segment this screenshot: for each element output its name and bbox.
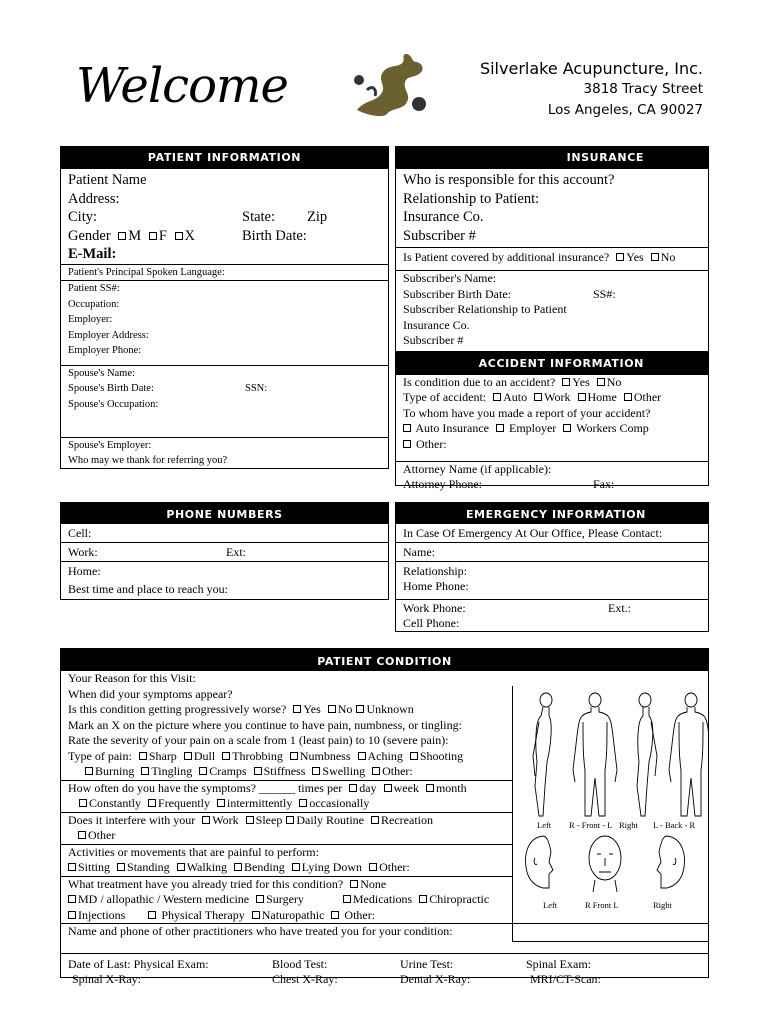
bending-checkbox[interactable] xyxy=(234,863,242,871)
intermittently-checkbox[interactable] xyxy=(217,799,225,807)
additional-insurance-row xyxy=(396,247,708,266)
gender-f-checkbox[interactable] xyxy=(149,232,157,240)
occasionally-checkbox[interactable] xyxy=(299,799,307,807)
activities-options-row xyxy=(61,860,513,876)
sharp-checkbox[interactable] xyxy=(139,752,147,760)
accident-auto-checkbox[interactable] xyxy=(493,393,501,401)
accident-work-label: Work xyxy=(544,390,571,404)
report-other-checkbox[interactable] xyxy=(403,440,411,448)
aching-label: Aching xyxy=(367,748,403,763)
naturopathic-checkbox[interactable] xyxy=(252,911,260,919)
fig-head-front-label: R Front L xyxy=(585,900,619,910)
subscriber-relationship-field[interactable] xyxy=(396,302,708,318)
additional-insurance-label: Is Patient covered by additional insurance? xyxy=(403,250,610,264)
spinal-xray-label[interactable]: Spinal X-Ray: xyxy=(72,972,141,986)
subscriber-field[interactable] xyxy=(396,227,708,246)
reason-label: Your Reason for this Visit: xyxy=(68,671,196,685)
shooting-label: Shooting xyxy=(419,748,464,763)
interfere-work-label: Work xyxy=(212,812,239,827)
patient-ss-label: Patient SS#: xyxy=(68,283,120,294)
numbness-checkbox[interactable] xyxy=(290,752,298,760)
interfere-routine-checkbox[interactable] xyxy=(286,816,294,824)
accident-type-label: Type of accident: xyxy=(403,390,487,404)
insurance-company2-label: Insurance Co. xyxy=(403,317,470,332)
medications-checkbox[interactable] xyxy=(343,895,351,903)
spouse-employer-field[interactable] xyxy=(61,437,388,454)
surgery-checkbox[interactable] xyxy=(256,895,264,903)
standing-checkbox[interactable] xyxy=(117,863,125,871)
body-front-icon xyxy=(573,693,617,816)
gender-m-label: M xyxy=(128,227,142,244)
chiropractic-label: Chiropractic xyxy=(429,892,490,906)
spouse-name-label: Spouse's Name: xyxy=(68,367,135,379)
interfere-work-checkbox[interactable] xyxy=(202,816,210,824)
report-other-label: Other: xyxy=(416,436,447,451)
body-right-icon xyxy=(637,693,657,816)
referral-label: Who may we thank for referring you? xyxy=(68,455,228,466)
fig-left-label: Left xyxy=(537,820,552,830)
interfere-other-checkbox[interactable] xyxy=(78,831,86,839)
burning-checkbox[interactable] xyxy=(85,767,93,775)
body-left-icon xyxy=(533,693,552,816)
emergency-name-field[interactable] xyxy=(396,542,708,561)
treatment-none-label: None xyxy=(360,876,387,891)
accident-home-label: Home xyxy=(587,390,617,404)
accident-yes-checkbox[interactable] xyxy=(562,378,570,386)
spouse-occupation-label: Spouse's Occupation: xyxy=(68,398,159,410)
worse-no-label: No xyxy=(337,702,353,716)
spouse-name-field[interactable] xyxy=(61,365,388,382)
exam-dates-row xyxy=(61,953,708,987)
walking-checkbox[interactable] xyxy=(177,863,185,871)
shooting-checkbox[interactable] xyxy=(410,752,418,760)
numbness-label: Numbness xyxy=(299,748,351,763)
subscriber-ss-label: SS#: xyxy=(593,286,616,301)
treatment-none-checkbox[interactable] xyxy=(350,880,358,888)
lying-down-label: Lying Down xyxy=(301,860,363,874)
phone-numbers-panel xyxy=(60,502,389,600)
rate-row[interactable] xyxy=(61,733,513,749)
dragon-logo-icon xyxy=(347,50,429,118)
emergency-home-phone-label: Home Phone: xyxy=(403,579,469,593)
treatment-row xyxy=(61,876,513,893)
per-month-checkbox[interactable] xyxy=(426,784,434,792)
attorney-phone-label: Attorney Phone: xyxy=(403,477,482,491)
home-label: Home: xyxy=(68,564,101,578)
additional-no-label: No xyxy=(660,250,676,264)
subscriber2-label: Subscriber # xyxy=(403,333,464,347)
sharp-label: Sharp xyxy=(148,748,177,763)
pain-other-checkbox[interactable] xyxy=(372,767,380,775)
city-label: City: xyxy=(68,209,98,225)
body-back-icon xyxy=(669,693,709,816)
patient-information-header: PATIENT INFORMATION xyxy=(61,147,388,169)
work-field[interactable] xyxy=(61,542,388,561)
treatment-options-row-2 xyxy=(61,908,513,924)
responsible-field[interactable] xyxy=(396,171,708,190)
emergency-information-header: EMERGENCY INFORMATION xyxy=(396,503,708,524)
fig-head-right-label: Right xyxy=(653,900,672,910)
interfere-routine-label: Daily Routine xyxy=(296,812,365,827)
constantly-checkbox[interactable] xyxy=(79,799,87,807)
report-auto-insurance-label: Auto Insurance xyxy=(415,421,489,435)
constantly-label: Constantly xyxy=(89,796,142,810)
city-state-zip-field[interactable] xyxy=(61,208,388,227)
injections-checkbox[interactable] xyxy=(68,911,76,919)
interfere-other-label: Other xyxy=(88,828,116,842)
sitting-label: Sitting xyxy=(78,860,111,874)
worse-yes-checkbox[interactable] xyxy=(293,705,301,713)
mark-label: Mark an X on the picture where you continue to have pain, numbness, or tingling: xyxy=(68,717,462,732)
md-label: MD / allopathic / Western medicine xyxy=(78,892,250,906)
condition-questions xyxy=(61,671,513,923)
company-city: Los Angeles, CA 90027 xyxy=(547,102,703,118)
worse-no-checkbox[interactable] xyxy=(328,705,336,713)
responsible-label: Who is responsible for this account? xyxy=(403,172,615,188)
aching-checkbox[interactable] xyxy=(358,752,366,760)
activity-other-checkbox[interactable] xyxy=(369,863,377,871)
work-ext-label: Ext: xyxy=(226,545,246,559)
report-workers-comp-checkbox[interactable] xyxy=(563,424,571,432)
accident-yes-label: Yes xyxy=(572,374,590,389)
emergency-cell-phone-label: Cell Phone: xyxy=(403,616,460,630)
ssn-label: SSN: xyxy=(245,383,268,394)
spouse-occupation-field[interactable] xyxy=(61,397,388,437)
activities-label: Activities or movements that are painful to perform: xyxy=(68,844,319,859)
report-auto-insurance-checkbox[interactable] xyxy=(403,424,411,432)
medications-label: Medications xyxy=(352,892,413,906)
chest-xray-label[interactable]: Chest X-Ray: xyxy=(272,972,338,986)
interfere-other-row xyxy=(61,828,513,844)
accident-information-header: ACCIDENT INFORMATION xyxy=(396,351,708,375)
accident-no-label: No xyxy=(606,374,622,389)
cell-label: Cell: xyxy=(68,526,92,540)
sitting-checkbox[interactable] xyxy=(68,863,76,871)
appear-label: When did your symptoms appear? xyxy=(68,686,233,701)
accident-home-checkbox[interactable] xyxy=(578,393,586,401)
fig-front-label: R - Front - L xyxy=(569,820,613,830)
attorney-name-label: Attorney Name (if applicable): xyxy=(403,461,552,476)
subscriber2-field[interactable] xyxy=(396,333,708,349)
reason-field[interactable] xyxy=(61,671,513,687)
patient-name-field[interactable] xyxy=(61,171,388,190)
tingling-label: Tingling xyxy=(151,764,193,778)
patient-ss-field[interactable] xyxy=(61,280,388,297)
interfere-recreation-label: Recreation xyxy=(381,812,433,827)
per-day-label: day xyxy=(359,780,377,795)
interfere-sleep-checkbox[interactable] xyxy=(246,816,254,824)
employer-phone-label: Employer Phone: xyxy=(68,345,142,356)
employer-phone-field[interactable] xyxy=(61,343,388,359)
fig-head-left-label: Left xyxy=(543,900,558,910)
referral-field[interactable] xyxy=(61,453,388,469)
emergency-name-label: Name: xyxy=(403,545,435,559)
cramps-checkbox[interactable] xyxy=(199,767,207,775)
md-checkbox[interactable] xyxy=(68,895,76,903)
body-diagram[interactable] xyxy=(512,686,708,942)
language-label: Patient's Principal Spoken Language: xyxy=(68,267,225,278)
company-info xyxy=(480,58,703,121)
gender-m-checkbox[interactable] xyxy=(118,232,126,240)
state-label: State: xyxy=(242,209,276,225)
additional-no-checkbox[interactable] xyxy=(651,253,659,261)
blood-test-label[interactable]: Blood Test: xyxy=(272,957,328,971)
subscriber-name-field[interactable] xyxy=(396,270,708,287)
burning-label: Burning xyxy=(95,764,135,778)
emergency-information-panel xyxy=(395,502,709,632)
phone-numbers-header: PHONE NUMBERS xyxy=(61,503,388,524)
report-workers-comp-label: Workers Comp xyxy=(576,421,649,435)
occasionally-label: occasionally xyxy=(309,796,370,810)
attorney-name-field[interactable] xyxy=(396,461,708,478)
mri-ct-scan-label[interactable]: MRI/CT-Scan: xyxy=(530,972,601,986)
emergency-ext-label: Ext.: xyxy=(608,601,631,615)
accident-report-row xyxy=(396,406,708,422)
address-label: Address: xyxy=(68,190,120,207)
spinal-exam-label[interactable]: Spinal Exam: xyxy=(526,957,591,971)
attorney-phone-field[interactable] xyxy=(396,477,708,493)
interfere-sleep-label: Sleep xyxy=(255,812,283,827)
how-often-label: How often do you have the symptoms? ______ times per xyxy=(68,780,343,795)
occupation-label: Occupation: xyxy=(68,298,120,310)
additional-yes-label: Yes xyxy=(626,250,644,264)
accident-other-checkbox[interactable] xyxy=(624,393,632,401)
welcome-title: Welcome xyxy=(76,58,288,114)
cramps-label: Cramps xyxy=(209,764,247,778)
accident-other-label: Other xyxy=(633,390,662,404)
company-street: 3818 Tracy Street xyxy=(583,81,703,97)
report-other-row xyxy=(396,437,708,459)
spouse-employer-label: Spouse's Employer: xyxy=(68,439,152,451)
accident-due-label: Is condition due to an accident? xyxy=(403,374,556,389)
naturopathic-label: Naturopathic xyxy=(261,907,325,922)
employer-address-label: Employer Address: xyxy=(68,329,149,341)
physical-therapy-checkbox[interactable] xyxy=(148,911,156,919)
pain-type-row-2 xyxy=(61,764,513,780)
interfere-row xyxy=(61,812,513,829)
email-label: E-Mail: xyxy=(68,246,117,262)
worse-row xyxy=(61,702,513,718)
practitioners-label: Name and phone of other practitioners who have treated you for your condition: xyxy=(68,924,453,938)
gender-label: Gender xyxy=(68,227,111,244)
standing-label: Standing xyxy=(127,860,170,874)
subscriber-label: Subscriber # xyxy=(403,227,476,244)
gender-x-checkbox[interactable] xyxy=(175,232,183,240)
frequency-row xyxy=(61,796,513,812)
spouse-birth-field[interactable] xyxy=(61,381,388,397)
how-often-row xyxy=(61,780,513,797)
per-day-checkbox[interactable] xyxy=(349,784,357,792)
worse-label: Is this condition getting progressively worse? xyxy=(68,702,287,716)
treatment-options-row xyxy=(61,892,513,908)
dental-xray-label[interactable]: Dental X-Ray: xyxy=(400,972,471,986)
best-time-field[interactable] xyxy=(61,580,388,598)
work-label: Work: xyxy=(68,545,98,559)
zip-label: Zip xyxy=(307,209,328,225)
report-options-row xyxy=(396,421,708,437)
interfere-label: Does it interfere with your xyxy=(68,812,196,827)
subscriber-birth-label: Subscriber Birth Date: xyxy=(403,286,511,301)
insurance-panel xyxy=(395,146,709,491)
insurance-company-label: Insurance Co. xyxy=(403,209,484,225)
employer-address-field[interactable] xyxy=(61,328,388,344)
company-name: Silverlake Acupuncture, Inc. xyxy=(479,59,703,78)
activity-other-label: Other: xyxy=(379,860,410,874)
worse-unknown-checkbox[interactable] xyxy=(356,705,364,713)
dull-label: Dull xyxy=(193,748,216,763)
home-field[interactable] xyxy=(61,561,388,580)
relationship-label: Relationship to Patient: xyxy=(403,190,540,207)
insurance-company-field[interactable] xyxy=(396,208,708,227)
urine-test-label[interactable]: Urine Test: xyxy=(400,957,454,971)
emergency-contact-label: In Case Of Emergency At Our Office, Please Contact: xyxy=(403,526,663,540)
emergency-home-phone-field[interactable] xyxy=(396,579,708,599)
injections-label: Injections xyxy=(78,907,126,922)
intermittently-label: intermittently xyxy=(227,796,293,810)
accident-report-label: To whom have you made a report of your accident? xyxy=(403,405,651,420)
fig-right-label: Right xyxy=(619,820,638,830)
insurance-company2-field[interactable] xyxy=(396,318,708,334)
frequently-label: Frequently xyxy=(158,796,211,810)
report-employer-checkbox[interactable] xyxy=(496,424,504,432)
chiropractic-checkbox[interactable] xyxy=(419,895,427,903)
occupation-field[interactable] xyxy=(61,297,388,313)
gender-f-label: F xyxy=(158,227,167,244)
subscriber-birth-field[interactable] xyxy=(396,287,708,303)
head-front-icon xyxy=(589,836,621,892)
emergency-relationship-label: Relationship: xyxy=(403,564,467,578)
walking-label: Walking xyxy=(186,860,228,874)
spouse-birth-label: Spouse's Birth Date: xyxy=(68,383,154,394)
subscriber-name-label: Subscriber's Name: xyxy=(403,271,497,285)
address-field[interactable] xyxy=(61,190,388,209)
accident-type-row xyxy=(396,390,708,406)
swelling-checkbox[interactable] xyxy=(312,767,320,775)
mark-row xyxy=(61,718,513,734)
head-left-icon xyxy=(526,836,553,888)
bending-label: Bending xyxy=(244,860,285,874)
accident-auto-label: Auto xyxy=(503,390,528,404)
accident-no-checkbox[interactable] xyxy=(597,378,605,386)
throbbing-label: Throbbing xyxy=(232,748,283,763)
per-week-label: week xyxy=(393,780,419,795)
pain-type-label: Type of pain: xyxy=(68,748,132,763)
stiffness-label: Stiffness xyxy=(263,764,306,778)
dull-checkbox[interactable] xyxy=(184,752,192,760)
gender-birth-row xyxy=(61,227,388,246)
emergency-contact-row xyxy=(396,524,708,542)
worse-yes-label: Yes xyxy=(303,702,321,716)
subscriber-relationship-label: Subscriber Relationship to Patient xyxy=(403,302,567,316)
emergency-work-phone-field[interactable] xyxy=(396,599,708,616)
report-employer-label: Employer xyxy=(508,421,557,435)
fig-back-label: L - Back - R xyxy=(653,820,696,830)
emergency-work-phone-label: Work Phone: xyxy=(403,601,466,615)
language-field[interactable] xyxy=(61,264,388,280)
employer-field[interactable] xyxy=(61,312,388,328)
rate-label: Rate the severity of your pain on a scale from 1 (least pain) to 10 (severe pain): xyxy=(68,733,449,747)
surgery-label: Surgery xyxy=(266,892,304,906)
patient-condition-header: PATIENT CONDITION xyxy=(61,649,708,671)
swelling-label: Swelling xyxy=(322,764,366,778)
treatment-other-checkbox[interactable] xyxy=(331,911,339,919)
accident-due-row xyxy=(396,375,708,391)
physical-therapy-label: Physical Therapy xyxy=(161,907,245,922)
physical-exam-label[interactable]: Date of Last: Physical Exam: xyxy=(68,957,209,971)
relationship-field[interactable] xyxy=(396,190,708,209)
pain-type-row xyxy=(61,749,513,765)
cell-field[interactable] xyxy=(61,524,388,542)
patient-information-panel xyxy=(60,146,389,469)
patient-name-label: Patient Name xyxy=(68,172,147,188)
emergency-cell-phone-field[interactable] xyxy=(396,616,708,631)
emergency-relationship-field[interactable] xyxy=(396,561,708,579)
additional-yes-checkbox[interactable] xyxy=(616,253,624,261)
appear-field[interactable] xyxy=(61,687,513,703)
accident-work-checkbox[interactable] xyxy=(534,393,542,401)
throbbing-checkbox[interactable] xyxy=(222,752,230,760)
birth-date-label[interactable]: Birth Date: xyxy=(242,227,307,244)
fax-label: Fax: xyxy=(593,477,615,491)
treatment-other-label: Other: xyxy=(344,907,376,922)
best-time-label: Best time and place to reach you: xyxy=(68,582,228,596)
head-right-icon xyxy=(657,836,684,888)
frequently-checkbox[interactable] xyxy=(148,799,156,807)
worse-unknown-label: Unknown xyxy=(366,702,414,716)
employer-label: Employer: xyxy=(68,314,113,325)
treatment-label: What treatment have you already tried for this condition? xyxy=(68,876,344,891)
pain-other-label: Other: xyxy=(382,764,413,778)
email-field[interactable] xyxy=(61,245,388,264)
insurance-header: INSURANCE xyxy=(396,147,708,169)
tingling-checkbox[interactable] xyxy=(141,767,149,775)
stiffness-checkbox[interactable] xyxy=(254,767,262,775)
lying-down-checkbox[interactable] xyxy=(292,863,300,871)
gender-x-label: X xyxy=(184,227,196,244)
per-month-label: month xyxy=(435,780,467,795)
activities-row xyxy=(61,844,513,861)
interfere-recreation-checkbox[interactable] xyxy=(371,816,379,824)
per-week-checkbox[interactable] xyxy=(384,784,392,792)
